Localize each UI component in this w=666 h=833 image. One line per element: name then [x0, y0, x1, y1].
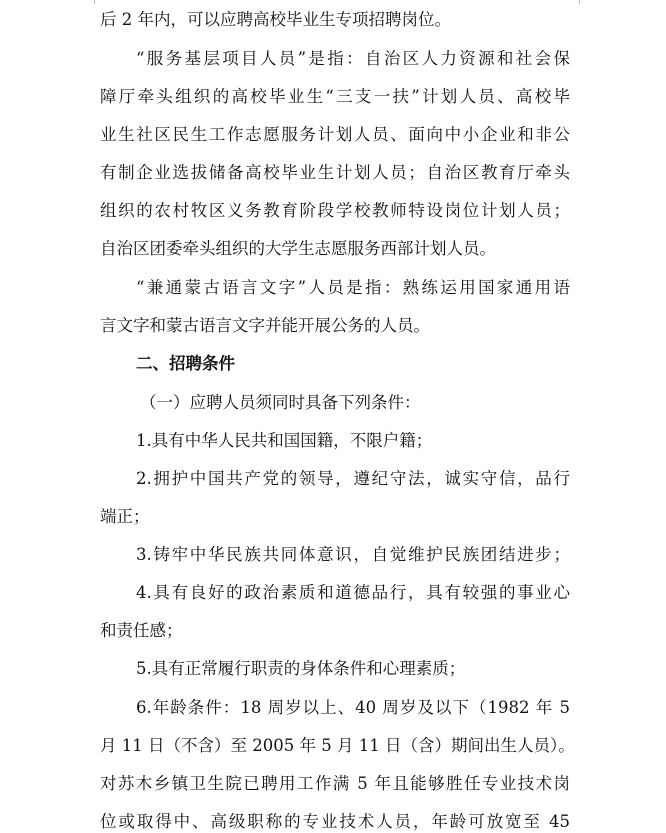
- text-line: 障厅牵头组织的高校毕业生“三支一扶”计划人员、高校毕: [100, 87, 570, 106]
- text-line: 端正；: [100, 507, 150, 526]
- text-line: 组织的农村牧区义务教育阶段学校教师特设岗位计划人员；: [100, 201, 570, 220]
- list-item: 4.具有良好的政治素质和道德品行，具有较强的事业心: [136, 583, 570, 602]
- page-corner-mark: [86, 0, 95, 4]
- list-item: 1.具有中华人民共和国国籍，不限户籍；: [136, 431, 433, 450]
- subsection-heading: （一）应聘人员须同时具备下列条件：: [140, 393, 421, 412]
- text-line: 对苏木乡镇卫生院已聘用工作满 5 年且能够胜任专业技术岗: [100, 774, 570, 793]
- text-line: 和责任感；: [100, 621, 183, 640]
- text-line: 自治区团委牵头组织的大学生志愿服务西部计划人员。: [100, 239, 496, 258]
- text-line: “服务基层项目人员”是指：自治区人力资源和社会保: [136, 49, 570, 68]
- text-line: 业生社区民生工作志愿服务计划人员、面向中小企业和非公: [100, 125, 570, 144]
- section-heading: 二、招聘条件: [136, 354, 235, 373]
- text-line: 有制企业选拔储备高校毕业生计划人员；自治区教育厅牵头: [100, 163, 570, 182]
- text-line: 位或取得中、高级职称的专业技术人员，年龄可放宽至 45: [100, 812, 570, 831]
- list-item: 2.拥护中国共产党的领导，遵纪守法，诚实守信，品行: [136, 469, 570, 488]
- list-item: 6.年龄条件：18 周岁以上、40 周岁及以下（1982 年 5: [136, 698, 570, 717]
- text-line: 后 2 年内，可以应聘高校毕业生专项招聘岗位。: [100, 10, 451, 29]
- list-item: 5.具有正常履行职责的身体条件和心理素质；: [136, 659, 466, 678]
- page-corner-mark: [579, 0, 588, 4]
- text-line: “兼通蒙古语言文字”人员是指：熟练运用国家通用语: [136, 278, 570, 297]
- text-line: 月 11 日（不含）至 2005 年 5 月 11 日（含）期间出生人员）。: [100, 736, 575, 755]
- text-line: 言文字和蒙古语言文字并能开展公务的人员。: [100, 316, 430, 335]
- list-item: 3.铸牢中华民族共同体意识，自觉维护民族团结进步；: [136, 545, 570, 564]
